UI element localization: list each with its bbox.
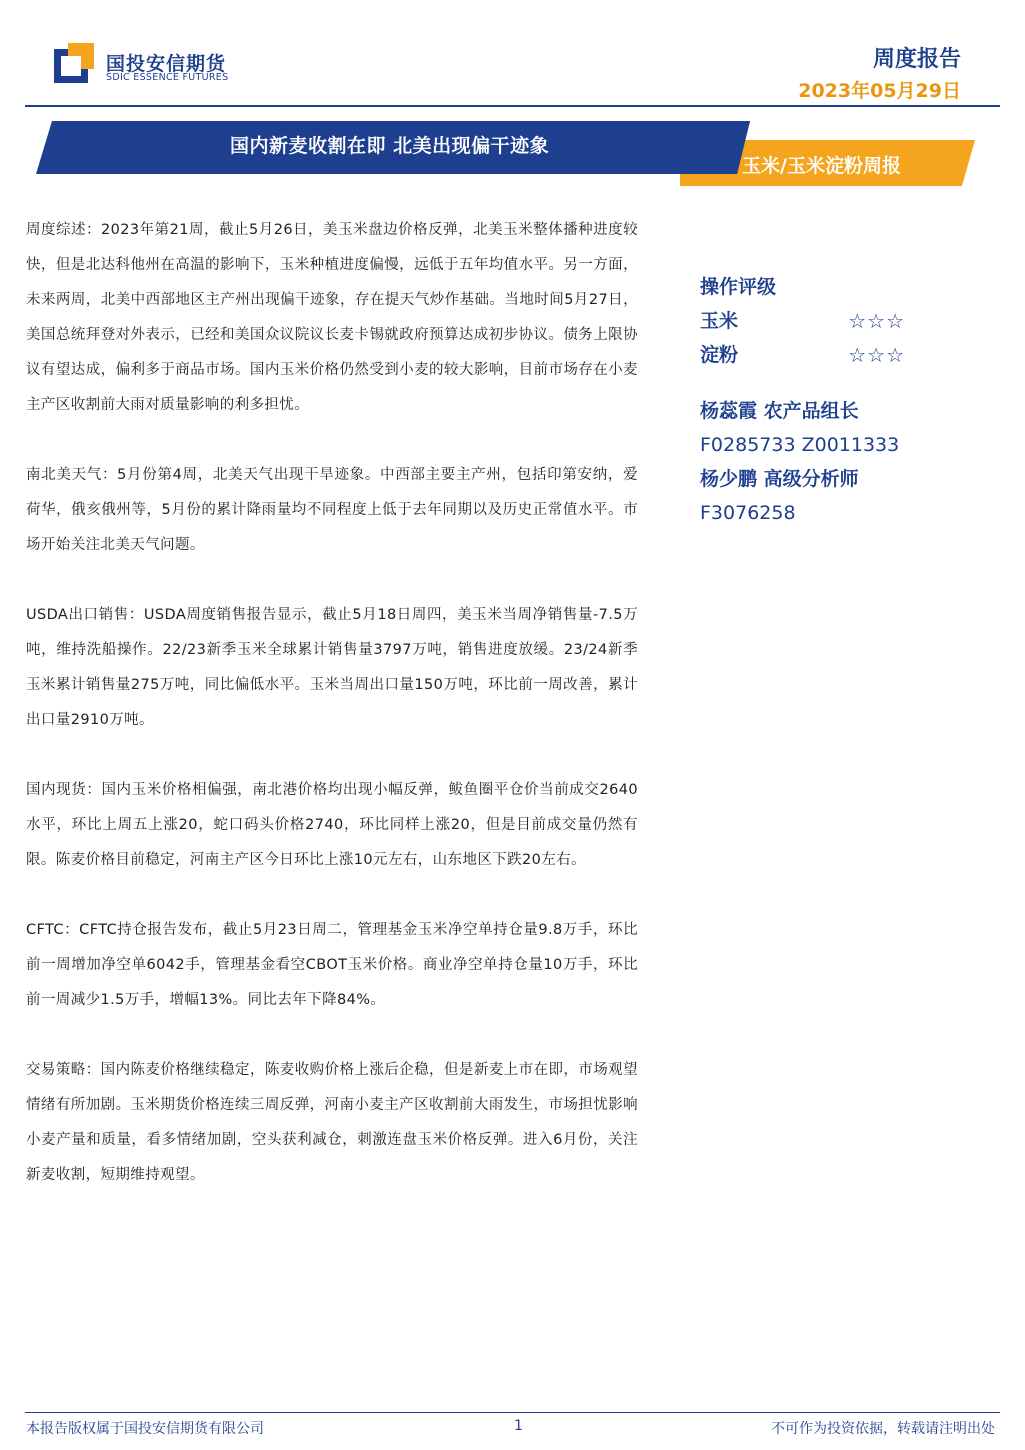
rating-row-corn (700, 304, 905, 338)
header-divider (25, 105, 1000, 107)
paragraph-weekly-summary: 周度综述：2023年第21周，截止5月26日，美玉米盘边价格反弹，北美玉米整体播种进度较快，但是北达科他州在高温的影响下，玉米种植进度偏慢，远低于五年均值水平。另一方面，未来两周，北美中西部地区主产州出现偏干迹象，存在提天气炒作基础。当地时间5月27日，美国总统拜登对外表示，已经和美国众议院议长麦卡锡就政府预算达成初步协议。债务上限协议有望达成，偏利多于商品市场。国内玉米价格仍然受到小麦的较大影响，目前市场存在小麦主产区收割前大雨对质量影响的利多担忧。 (26, 222, 638, 413)
analyst-cert: F0285733 Z0011333 (700, 434, 900, 456)
rating-name: 淀粉 (700, 344, 739, 366)
paragraph-weather: 南北美天气：5月份第4周，北美天气出现干旱迹象。中西部主要主产州，包括印第安纳，爱荷华，俄亥俄州等，5月份的累计降雨量均不同程度上低于去年同期以及历史正常值水平。市场开始关注北美天气问题。 (26, 467, 638, 553)
analyst-name: 杨少鹏 高级分析师 (700, 468, 859, 490)
report-title: 国内新麦收割在即 北美出现偏干迹象 (230, 135, 550, 157)
report-date: 2023年05月29日 (798, 80, 961, 102)
paragraph-usda-exports: USDA出口销售：USDA周度销售报告显示，截止5月18日周四，美玉米当周净销售量-7.5万吨，维持洗船操作。22/23新季玉米全球累计销售量3797万吨，销售进度放缓。23/24新季玉米累计销售量275万吨，同比偏低水平。玉米当周出口量150万吨，环比前一周改善，累计出口量2910万吨。 (26, 607, 638, 728)
report-type: 周度报告 (872, 47, 961, 72)
rating-title: 操作评级 (700, 276, 777, 298)
footer-disclaimer: 不可作为投资依据，转载请注明出处 (771, 1421, 995, 1437)
report-body (26, 213, 638, 1228)
paragraph-domestic-spot: 国内现货：国内玉米价格相偏强，南北港价格均出现小幅反弹，鲅鱼圈平仓价当前成交2640水平，环比上周五上涨20，蛇口码头价格2740，环比同样上涨20，但是目前成交量仍然有限。陈麦价格目前稳定，河南主产区今日环比上涨10元左右，山东地区下跌20左右。 (26, 782, 638, 868)
star-rating-icon: ☆☆☆ (848, 343, 905, 367)
paragraph-cftc: CFTC：CFTC持仓报告发布，截止5月23日周二，管理基金玉米净空单持仓量9.8万手，环比前一周增加净空单6042手，管理基金看空CBOT玉米价格。商业净空单持仓量10万手，环比前一周减少1.5万手，增幅13%。同比去年下降84%。 (26, 922, 638, 1008)
company-logo-icon (54, 43, 94, 83)
report-subtitle: 玉米/玉米淀粉周报 (742, 155, 901, 177)
footer-copyright: 本报告版权属于国投安信期货有限公司 (26, 1421, 264, 1437)
sidebar (700, 270, 960, 530)
analyst-cert: F3076258 (700, 502, 796, 524)
star-rating-icon: ☆☆☆ (848, 309, 905, 333)
rating-name: 玉米 (700, 310, 739, 332)
page-number: 1 (514, 1418, 523, 1434)
rating-row-starch (700, 338, 905, 372)
company-name-en: SDIC ESSENCE FUTURES (106, 72, 229, 83)
paragraph-strategy: 交易策略：国内陈麦价格继续稳定，陈麦收购价格上涨后企稳，但是新麦上市在即，市场观望情绪有所加剧。玉米期货价格连续三周反弹，河南小麦主产区收割前大雨发生，市场担忧影响小麦产量和质量，看多情绪加剧，空头获利减仓，刺激连盘玉米价格反弹。进入6月份，关注新麦收割，短期维持观望。 (26, 1062, 638, 1183)
analyst-name: 杨蕊霞 农产品组长 (700, 400, 859, 422)
footer-divider (25, 1412, 1000, 1413)
company-name-cn: 国投安信期货 (106, 53, 227, 75)
